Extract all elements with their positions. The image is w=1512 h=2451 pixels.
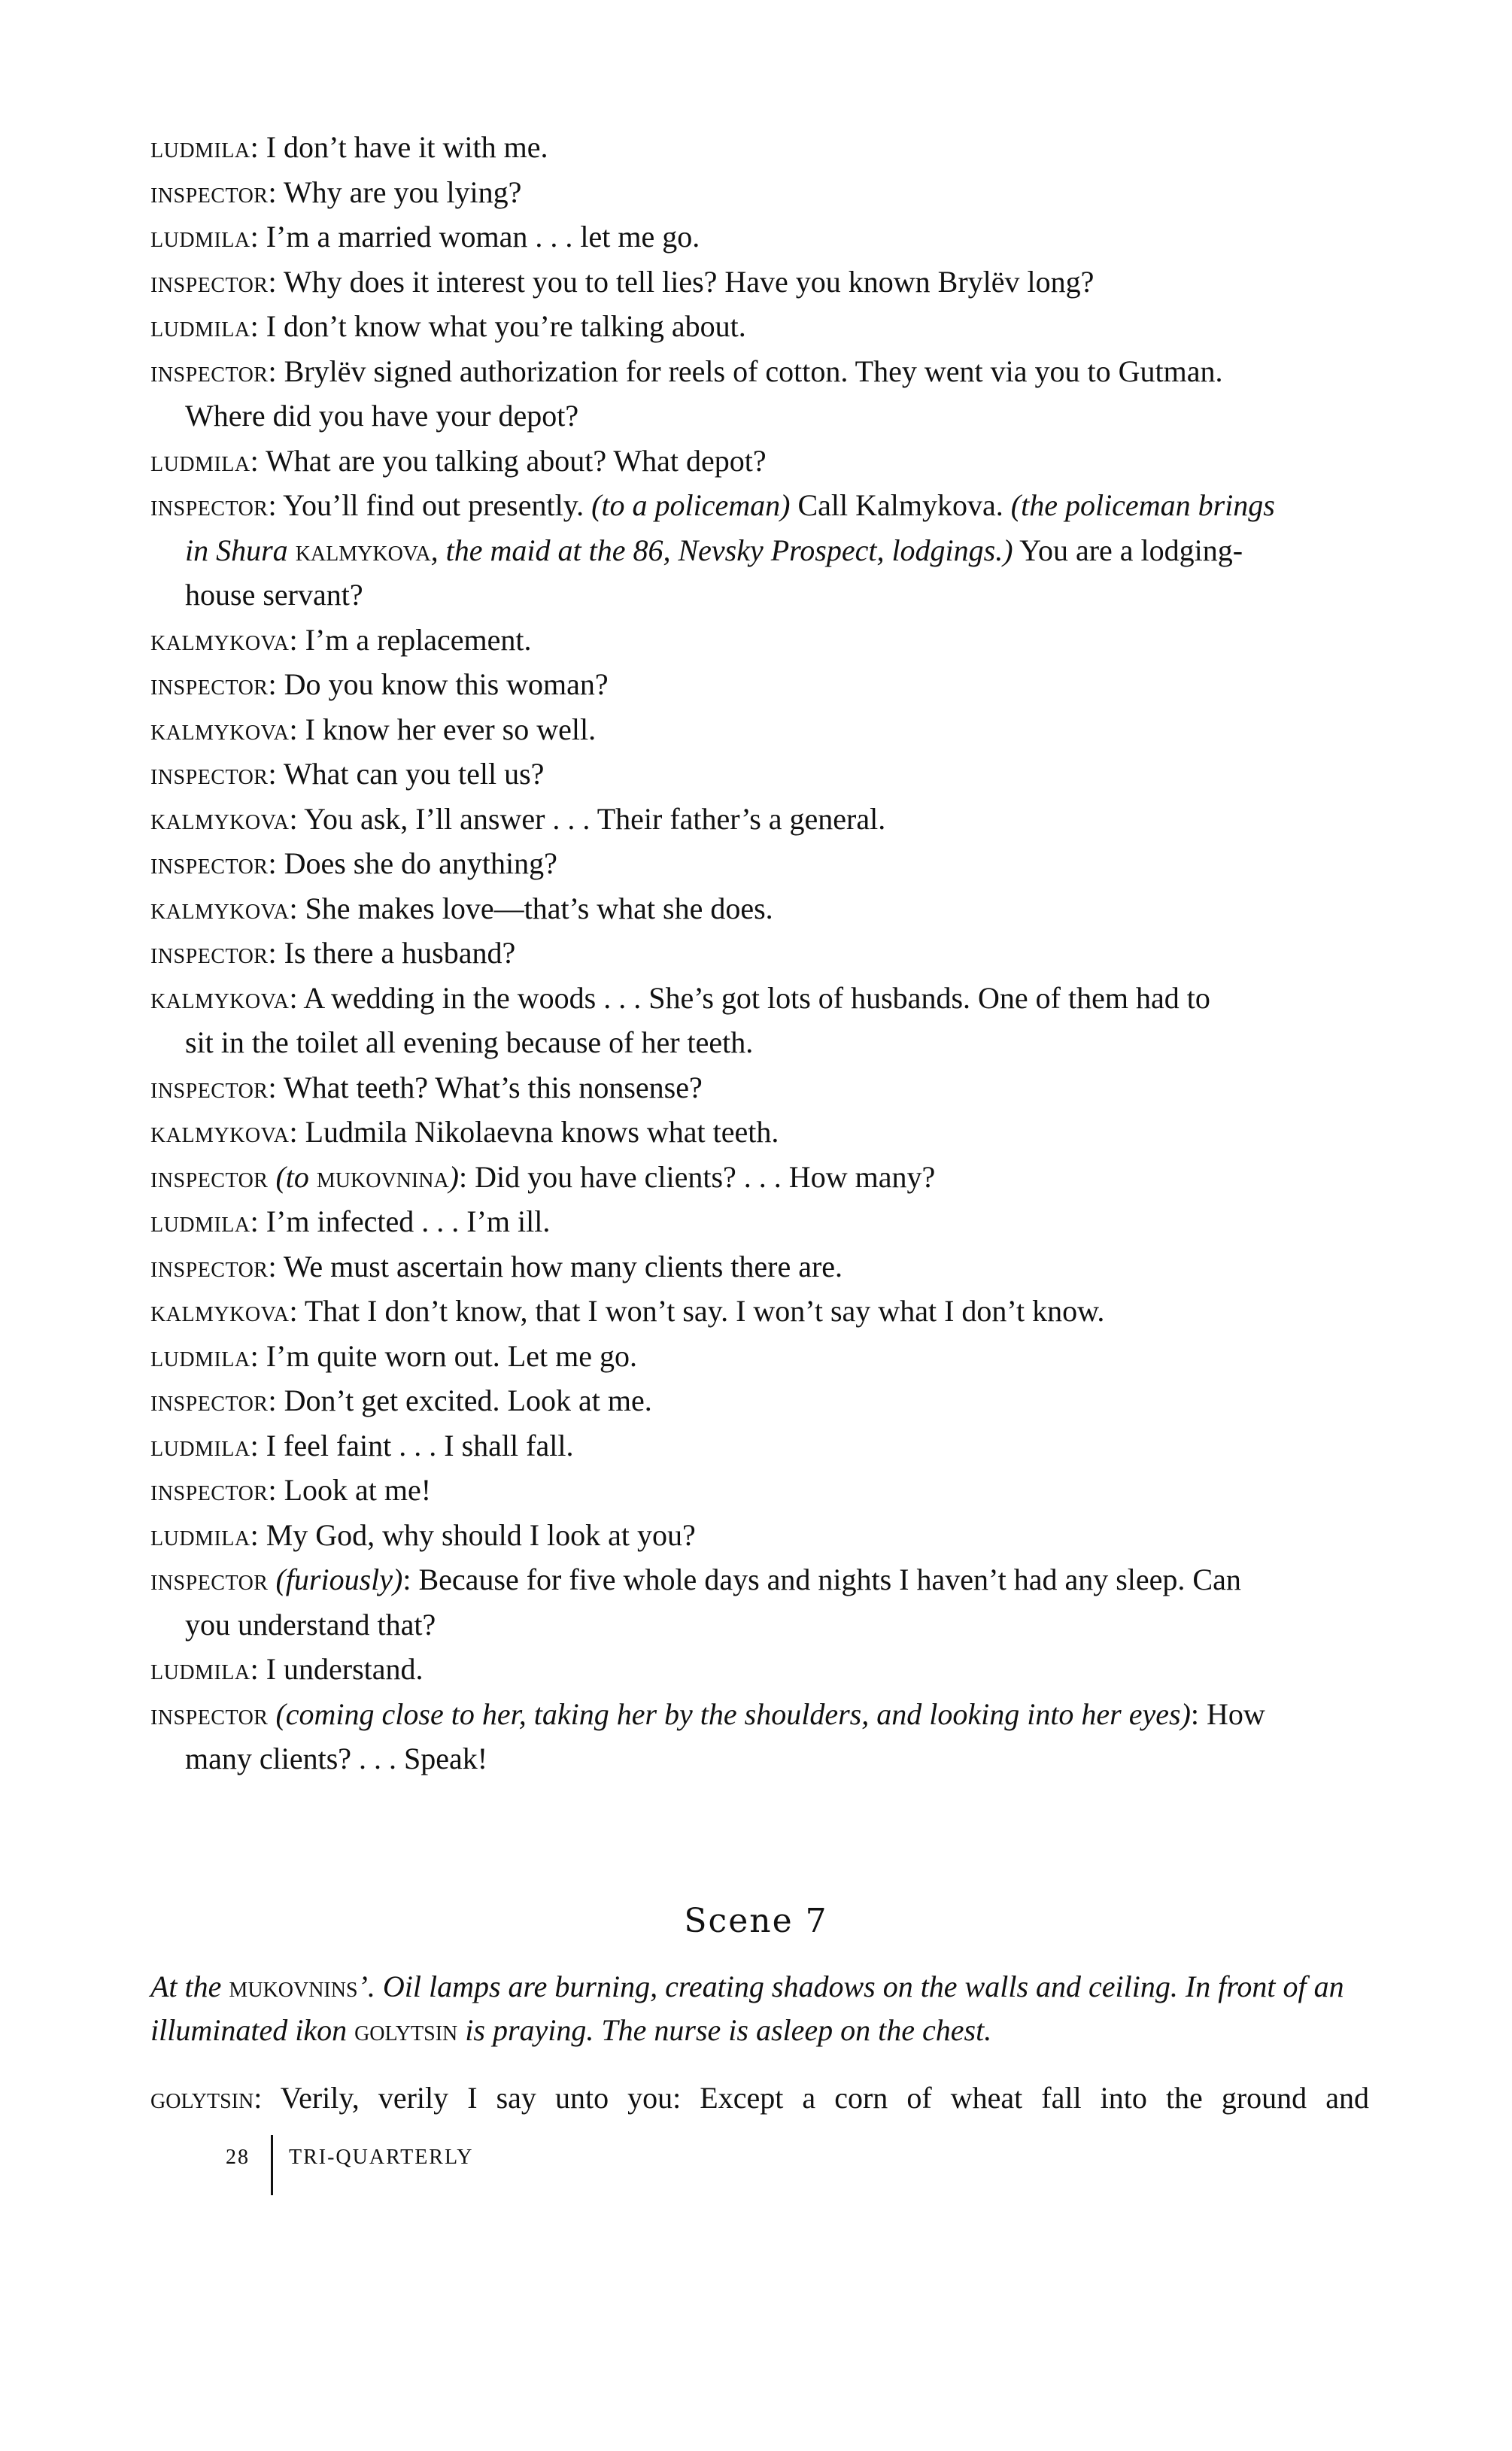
- dialogue-text: you understand that?: [185, 1607, 436, 1642]
- dialogue-text: I’m a replacement.: [305, 622, 532, 657]
- dialogue-text: What teeth? What’s this nonsense?: [283, 1070, 703, 1104]
- dialogue-continuation: [185, 1602, 1366, 1648]
- speaker-name: kalmykova: [150, 622, 290, 657]
- dialogue-continuation: [185, 393, 1366, 439]
- speaker-name: inspector: [150, 264, 269, 299]
- speaker-name: inspector: [150, 1563, 269, 1596]
- character-name: golytsin: [354, 2013, 458, 2047]
- dialogue-line: ludmila: I don’t have it with me.: [150, 130, 548, 164]
- dialogue-line: inspector: Why are you lying?: [150, 175, 522, 209]
- speaker-name: ludmila: [150, 130, 250, 164]
- dialogue-line: ludmila: What are you talking about? What depot?: [150, 443, 767, 478]
- dialogue-text: I don’t know what you’re talking about.: [266, 309, 746, 343]
- speaker-name: inspector: [150, 936, 269, 970]
- dialogue-text: Did you have clients? . . . How many?: [475, 1159, 936, 1194]
- stage-direction-part: (to: [275, 1159, 309, 1194]
- dialogue-line: inspector: Do you know this woman?: [150, 667, 609, 701]
- dialogue-line: ludmila: I’m infected . . . I’m ill.: [150, 1204, 551, 1238]
- dialogue-text: I’m a married woman . . . let me go.: [266, 220, 700, 254]
- stage-direction-inline: (coming close to her, taking her by the shoulders, and looking into her eyes): [275, 1696, 1191, 1731]
- character-name: mukovnina: [316, 1159, 449, 1194]
- dialogue-text: Where did you have your depot?: [185, 399, 579, 433]
- dialogue-line: inspector (furiously): Because for five whole days and nights I haven’t had any sleep. Can: [150, 1563, 1241, 1596]
- dialogue-line: kalmykova: A wedding in the woods . . . She’s got lots of husbands. One of them had to: [150, 980, 1210, 1015]
- dialogue-line: inspector: What teeth? What’s this nonsense?: [150, 1070, 703, 1104]
- stage-direction-part: (the policeman brings: [1010, 488, 1275, 522]
- dialogue-text: You’ll find out presently.: [283, 488, 584, 522]
- dialogue-text: What can you tell us?: [283, 757, 545, 791]
- dialogue-line: inspector: We must ascertain how many clients there are.: [150, 1249, 843, 1283]
- dialogue-line: ludmila: My God, why should I look at you?: [150, 1517, 696, 1552]
- stage-direction-part: ’. Oil lamps are burning, creating shadows on the walls and ceiling. In front: [357, 1970, 1276, 2003]
- speaker-name: kalmykova: [150, 980, 290, 1015]
- dialogue-continuation: [185, 1736, 1366, 1781]
- dialogue-line: kalmykova: She makes love—that’s what she does.: [150, 891, 773, 925]
- dialogue-text: Is there a husband?: [284, 936, 516, 970]
- stage-direction-part: in Shura: [185, 533, 288, 567]
- dialogue-line: inspector: Brylëv signed authorization for reels of cotton. They went via you to Gutman.: [150, 354, 1223, 388]
- dialogue-line: inspector: Look at me!: [150, 1473, 432, 1507]
- speaker-name: kalmykova: [150, 1115, 290, 1149]
- character-name: kalmykova: [295, 533, 431, 567]
- speaker-name: ludmila: [150, 1652, 250, 1686]
- page-number: 28: [226, 2146, 250, 2169]
- dialogue-continuation: [185, 528, 1366, 573]
- dialogue-text: many clients? . . . Speak!: [185, 1742, 488, 1775]
- speaker-name: inspector: [150, 667, 269, 701]
- scene-title: Scene 7: [684, 1902, 828, 1940]
- dialogue-text: I’m infected . . . I’m ill.: [266, 1204, 551, 1238]
- stage-direction-part: At the: [150, 1970, 222, 2003]
- dialogue-text: A wedding in the woods . . . She’s got lots of husbands. One of them had to: [303, 980, 1210, 1015]
- speaker-name: ludmila: [150, 443, 250, 478]
- speaker-name: ludmila: [150, 1517, 250, 1552]
- speaker-name: ludmila: [150, 1204, 250, 1238]
- dialogue-line: inspector: Is there a husband?: [150, 936, 516, 970]
- dialogue-line: inspector: Why does it interest you to tell lies? Have you known Brylëv long?: [150, 264, 1095, 299]
- dialogue-text: house servant?: [185, 578, 363, 612]
- dialogue-text: What are you talking about? What depot?: [265, 443, 767, 478]
- dialogue-text: I feel faint . . . I shall fall.: [266, 1428, 574, 1462]
- speaker-name: inspector: [150, 1473, 269, 1507]
- speaker-name: kalmykova: [150, 712, 290, 746]
- dialogue-text: You are a lodging-: [1019, 533, 1243, 567]
- stage-direction-inline: (furiously): [275, 1563, 403, 1596]
- speaker-name: inspector: [150, 757, 269, 791]
- speaker-name: inspector: [150, 1159, 269, 1194]
- dialogue-text: Look at me!: [284, 1473, 432, 1507]
- speaker-name: kalmykova: [150, 891, 290, 925]
- dialogue-text: I know her ever so well.: [305, 712, 597, 746]
- stage-direction-part: , the maid at the 86, Nevsky Prospect, lodgings.): [430, 533, 1013, 567]
- speaker-name: inspector: [150, 1696, 269, 1731]
- speaker-name: ludmila: [150, 1338, 250, 1373]
- dialogue-line: kalmykova: That I don’t know, that I won’t say. I won’t say what I don’t know.: [150, 1294, 1105, 1328]
- speaker-name: kalmykova: [150, 801, 290, 836]
- stage-direction-inline: [275, 1160, 459, 1194]
- dialogue-line: inspector: Don’t get excited. Look at me.: [150, 1383, 652, 1417]
- dialogue-line: kalmykova: I know her ever so well.: [150, 712, 597, 746]
- dialogue-line: kalmykova: I’m a replacement.: [150, 622, 532, 657]
- speaker-name: ludmila: [150, 1428, 250, 1462]
- dialogue-text: She makes love—that’s what she does.: [305, 891, 773, 925]
- stage-direction-part: of an illuminated ikon: [150, 1970, 1344, 2047]
- dialogue-text: That I don’t know, that I won’t say. I won’t say what I don’t know.: [304, 1294, 1105, 1328]
- speaker-name: inspector: [150, 846, 269, 880]
- dialogue-line: ludmila: I understand.: [150, 1652, 424, 1686]
- magazine-title: TRI-QUARTERLY: [289, 2146, 474, 2169]
- stage-direction-inline: (to a policeman): [591, 488, 791, 522]
- dialogue-line: inspector (coming close to her, taking her by the shoulders, and looking into her eyes): How: [150, 1696, 1265, 1731]
- dialogue-text: Why does it interest you to tell lies? Have you known Brylëv long?: [283, 264, 1095, 299]
- speaker-name: inspector: [150, 1249, 269, 1283]
- dialogue-text: Verily, verily I say unto you: Except a corn of wheat fall into the ground and: [280, 2081, 1369, 2115]
- dialogue-line: golytsin: Verily, verily I say unto you: Except a corn of wheat fall into the ground and: [150, 2081, 1369, 2115]
- dialogue-text: Don’t get excited. Look at me.: [284, 1383, 652, 1417]
- speaker-name: inspector: [150, 488, 269, 522]
- stage-direction-part: is praying. The nurse is asleep on the chest.: [465, 2013, 992, 2047]
- stage-direction: [150, 1965, 1369, 2052]
- dialogue-text: sit in the toilet all evening because of her teeth.: [185, 1025, 754, 1059]
- dialogue-text: We must ascertain how many clients there are.: [283, 1249, 843, 1283]
- dialogue-line: inspector: You’ll find out presently. (to a policeman) Call Kalmykova. (the policeman brings: [150, 488, 1275, 522]
- dialogue-text: I don’t have it with me.: [266, 130, 548, 164]
- dialogue-text: Because for five whole days and nights I haven’t had any sleep. Can: [418, 1563, 1241, 1596]
- dialogue-continuation: [185, 1020, 1366, 1065]
- speaker-name: golytsin: [150, 2081, 254, 2115]
- dialogue-line: ludmila: I feel faint . . . I shall fall.: [150, 1428, 574, 1462]
- dialogue-text: I understand.: [266, 1652, 424, 1686]
- dialogue-text: Brylëv signed authorization for reels of cotton. They went via you to Gutman.: [284, 354, 1223, 388]
- dialogue-text: I’m quite worn out. Let me go.: [266, 1338, 637, 1373]
- dialogue-text: My God, why should I look at you?: [266, 1517, 696, 1552]
- stage-direction-part: ): [448, 1159, 459, 1194]
- dialogue-line: inspector: Does she do anything?: [150, 846, 557, 880]
- dialogue-text: Ludmila Nikolaevna knows what teeth.: [305, 1115, 779, 1149]
- dialogue-line: ludmila: I don’t know what you’re talking about.: [150, 309, 746, 343]
- speaker-name: inspector: [150, 1383, 269, 1417]
- speaker-name: inspector: [150, 175, 269, 209]
- dialogue-text: You ask, I’ll answer . . . Their father’s a general.: [304, 801, 886, 836]
- speaker-name: inspector: [150, 1070, 269, 1104]
- dialogue: [0, 125, 1512, 1781]
- dialogue-text: Do you know this woman?: [284, 667, 609, 701]
- dialogue-line: kalmykova: Ludmila Nikolaevna knows what teeth.: [150, 1115, 779, 1149]
- dialogue-text: Does she do anything?: [284, 846, 557, 880]
- stage-direction-inline: [1011, 488, 1275, 522]
- speaker-name: ludmila: [150, 220, 250, 254]
- dialogue-line: inspector (to mukovnina): Did you have clients? . . . How many?: [150, 1159, 936, 1194]
- dialogue-text: Call Kalmykova.: [797, 488, 1003, 522]
- dialogue-line: ludmila: I’m quite worn out. Let me go.: [150, 1338, 637, 1373]
- dialogue-continuation: [185, 573, 1366, 618]
- dialogue-text: Why are you lying?: [283, 175, 522, 209]
- dialogue-text: How: [1207, 1696, 1265, 1731]
- dialogue-line: inspector: What can you tell us?: [150, 757, 545, 791]
- dialogue-line: kalmykova: You ask, I’ll answer . . . Their father’s a general.: [150, 801, 886, 836]
- speaker-name: kalmykova: [150, 1294, 290, 1328]
- stage-direction-inline: [185, 533, 1013, 567]
- character-name: mukovnins: [229, 1970, 358, 2003]
- speaker-name: inspector: [150, 354, 269, 388]
- speaker-name: ludmila: [150, 309, 250, 343]
- footer-divider: [271, 2135, 273, 2195]
- dialogue-line: ludmila: I’m a married woman . . . let me go.: [150, 220, 700, 254]
